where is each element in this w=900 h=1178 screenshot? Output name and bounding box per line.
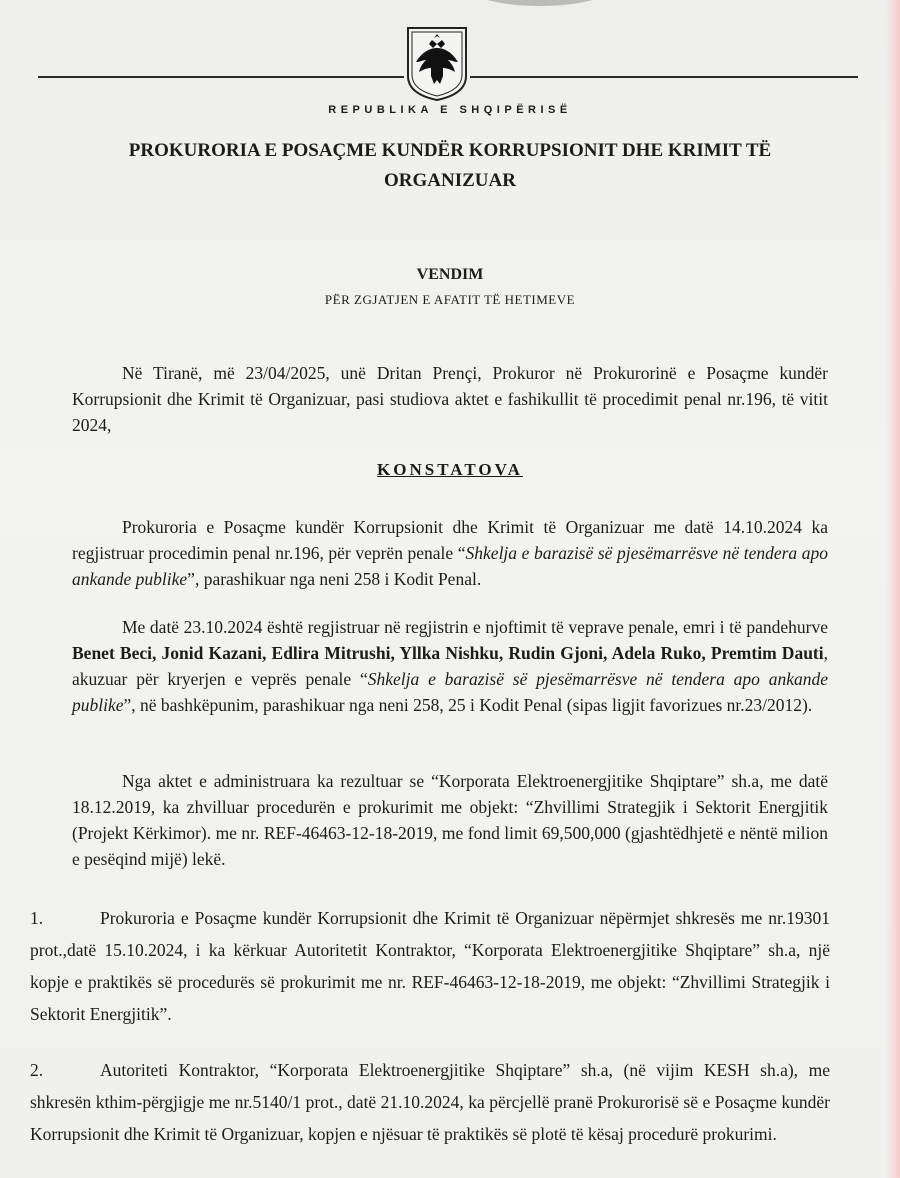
top-shadow <box>470 0 610 6</box>
document-subtitle: PËR ZGJATJEN E AFATIT TË HETIMEVE <box>324 292 576 307</box>
list-item-number: 2. <box>30 1060 44 1080</box>
institution-name: PROKURORIA E POSAÇME KUNDËR KORRUPSIONIT DHE KRIMIT TË ORGANIZUAR <box>128 140 772 191</box>
section-heading: KONSTATOVA <box>377 460 523 479</box>
header-rule-left <box>38 76 404 78</box>
republic-label: REPUBLIKA E SHQIPËRISË <box>328 104 572 116</box>
list-item-text: Prokuroria e Posaçme kundër Korrupsionit dhe Krimit të Organizuar nëpërmjet shkresës me nr.19301 prot.,datë 15.10.2024, i ka kërkuar Autoritetit Kontraktor, “Korporata Elektroenergjitike Shqiptare” sh.a, një kopje e praktikës së procedurës së prokurimit me nr. REF-46463-12-18-2019, me objekt: “Zhvillimi Strategjik i Sektorit Energjitik”. <box>30 908 830 1024</box>
list-item <box>30 902 830 1030</box>
paragraph-registration: Prokuroria e Posaçme kundër Korrupsionit dhe Krimit të Organizuar me datë 14.10.2024 ka regjistruar procedimin penal nr.196, për veprën penale “Shkelja e barazisë së pjesëmarrësve në tendera apo ankande publike”, parashikuar nga neni 258 i Kodit Penal. <box>72 517 829 589</box>
header-rule-right <box>470 76 858 78</box>
list-item-number: 1. <box>30 908 44 928</box>
albanian-eagle-emblem-icon <box>404 24 470 102</box>
paragraph-defendants: Me datë 23.10.2024 është regjistruar në regjistrin e njoftimit të veprave penale, emri i të pandehurve Benet Beci, Jonid Kazani, Edlira Mitrushi, Yllka Nishku, Rudin Gjoni, Adela Ruko, Premtim Dauti, akuzuar për kryerjen e veprës penale “Shkelja e barazisë së pjesëmarrësve në tendera apo ankande publike”, në bashkëpunim, parashikuar nga neni 258, 25 i Kodit Penal (sipas ligjit favorizues nr.23/2012). <box>72 617 828 715</box>
list-item <box>30 1054 830 1150</box>
page-edge <box>886 0 900 1178</box>
list-item-text: Autoriteti Kontraktor, “Korporata Elektroenergjitike Shqiptare” sh.a, (në vijim KESH sh.a), me shkresën kthim-përgjigje me nr.5140/1 prot., datë 21.10.2024, ka përcjellë pranë Prokurorisë së e Posaçme kundër Korrupsionit dhe Krimit të Organizuar, kopjen e njësuar të praktikës së plotë të kësaj procedurë prokurimi. <box>30 1060 830 1144</box>
paragraph-procurement: Nga aktet e administruara ka rezultuar se “Korporata Elektroenergjitike Shqiptare” sh.a, me datë 18.12.2019, ka zhvilluar procedurën e prokurimit me objekt: “Zhvillimi Strategjik i Sektorit Energjitik (Projekt Kërkimor). me nr. REF-46463-12-18-2019, me fond limit 69,500,000 (gjashtëdhjetë e nëntë milion e pesëqind mijë) lekë. <box>72 771 828 869</box>
document-title: VENDIM <box>416 266 484 283</box>
intro-paragraph: Në Tiranë, më 23/04/2025, unë Dritan Prençi, Prokuror në Prokurorinë e Posaçme kundër Korrupsionit dhe Krimit të Organizuar, pasi studiova aktet e fashikullit të procedimit penal nr.196, të vitit 2024, <box>72 363 828 435</box>
